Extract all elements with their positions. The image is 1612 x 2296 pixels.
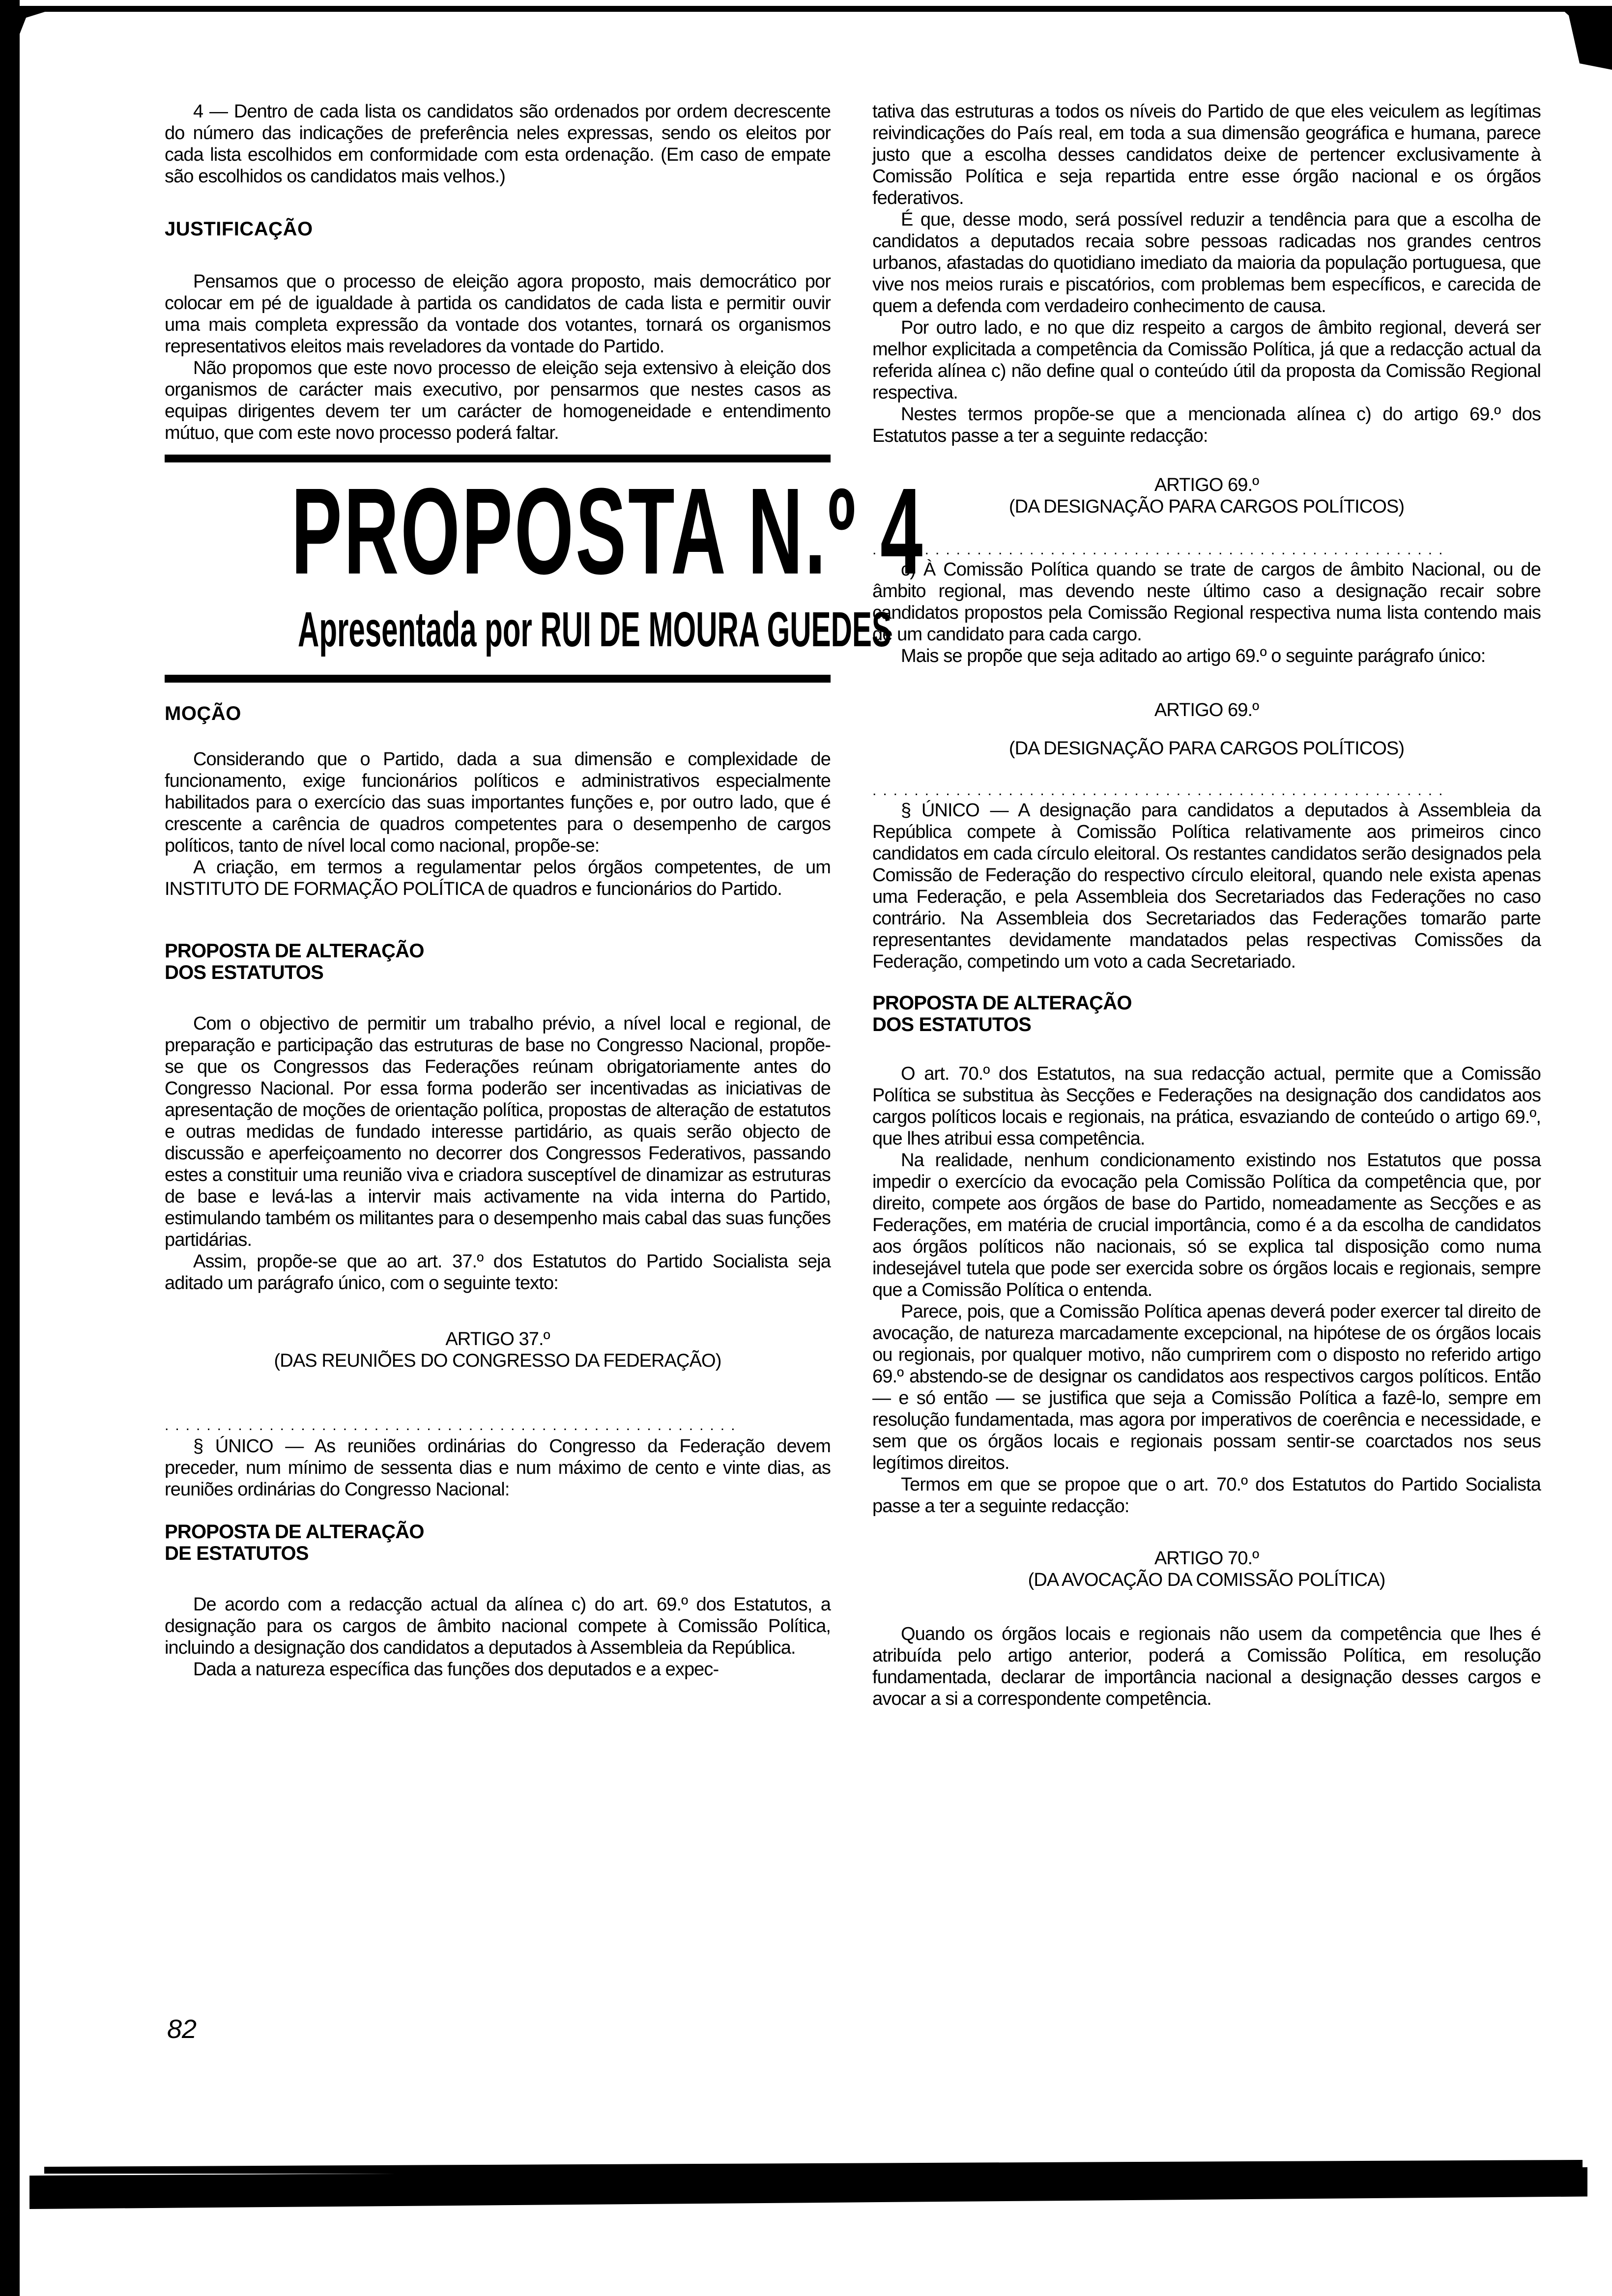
- alteracao-heading-line1: PROPOSTA DE ALTERAÇÃO: [165, 940, 424, 962]
- alteracao-heading-line1: PROPOSTA DE ALTERAÇÃO: [872, 992, 1132, 1014]
- alteracao-heading-line2: DOS ESTATUTOS: [165, 962, 323, 983]
- scan-edge-top: [10, 6, 1602, 12]
- proposal-title: PROPOSTA N.º 4: [291, 462, 925, 600]
- alteracao-paragraph: Dada a natureza específica das funções dos deputados e a expec-: [193, 1659, 719, 1680]
- alteracao-heading-line1: PROPOSTA DE ALTERAÇÃO: [165, 1521, 424, 1543]
- right-column: [872, 101, 1541, 1710]
- alteracao-paragraph: Na realidade, nenhum condicionamento existindo nos Estatutos que possa impedir o exercício da evocação pela Comissão Política da competência que, por direito, compete aos órgãos de base do Partido, nomeadamente as Secções e as Federações, em matéria de crucial importância, como é a da escolha de candidatos aos órgãos políticos não nacionais, só se explica tal disposição como numa indesejável tutela que pode ser exercida sobre os órgãos locais e regionais, sempre que a Comissão Política o entenda.: [872, 1150, 1541, 1300]
- artigo-70-text: Quando os órgãos locais e regionais não usem da competência que lhes é atribuída pelo artigo anterior, poderá a Comissão Política, em resolução fundamentada, declarar de importância nacional a designação desses cargos e avocar a si a correspondente competência.: [872, 1624, 1541, 1709]
- alteracao-paragraph: De acordo com a redacção actual da alínea c) do art. 69.º dos Estatutos, a designação para os cargos de âmbito nacional compete à Comissão Política, incluindo a designação dos candidatos a deputados à Assembleia da República.: [165, 1594, 831, 1658]
- artigo-37-subtitle: (DAS REUNIÕES DO CONGRESSO DA FEDERAÇÃO): [274, 1350, 721, 1371]
- alteracao-paragraph: Com o objectivo de permitir um trabalho prévio, a nível local e regional, de preparação e participação das estruturas de base no Congresso Nacional, propõe-se que os Congressos das Federações reúnam obrigatoriamente antes do Congresso Nacional. Por essa forma poderão ser incentivadas as iniciativas de apresentação de moções de orientação política, propostas de alteração de estatutos e outras medidas de fundado interesse partidário, as quais serão objecto de discussão e aperfeiçoamento no decorrer dos Congressos Federativos, passando estes a constituir uma reunião viva e criadora susceptível de dinamizar as estruturas de base e levá-las a intervir mais activamente na vida interna do Partido, estimulando também os militantes para o desempenho mais cabal das suas funções partidárias.: [165, 1013, 831, 1250]
- artigo-69-subtitle: (DA DESIGNAÇÃO PARA CARGOS POLÍTICOS): [1008, 496, 1405, 517]
- justificacao-paragraph: Pensamos que o processo de eleição agora proposto, mais democrático por colocar em pé de igualdade à partida os candidatos de cada lista e permitir ouvir uma mais completa expressão da vontade dos votantes, tornará os organismos representativos eleitos mais reveladores da vontade do Partido.: [165, 271, 831, 357]
- scan-corner-top-right: [1558, 6, 1612, 70]
- artigo-69-title: ARTIGO 69.º: [1154, 700, 1259, 720]
- alteracao-paragraph: Termos em que se propoe que o art. 70.º dos Estatutos do Partido Socialista passe a ter a seguinte redacção:: [872, 1474, 1541, 1517]
- artigo-70-subtitle: (DA AVOCAÇÃO DA COMISSÃO POLÍTICA): [1028, 1570, 1385, 1590]
- alteracao-paragraph: Assim, propõe-se que ao art. 37.º dos Estatutos do Partido Socialista seja aditado um parágrafo único, com o seguinte texto:: [165, 1251, 831, 1293]
- title-rule-bottom: [165, 675, 831, 683]
- mocao-paragraph: Considerando que o Partido, dada a sua dimensão e complexidade de funcionamento, exige funcionários políticos e administrativos especialmente habilitados para o exercício das suas importantes funções e, por outro lado, que é crescente a carência de quadros competentes para o desempenho de cargos políticos, tanto de nível local como nacional, propõe-se:: [165, 749, 831, 856]
- ellipsis-dots: .......................................................: [165, 1421, 742, 1431]
- artigo-69-title: ARTIGO 69.º: [1154, 475, 1259, 495]
- continuation-paragraph: tativa das estruturas a todos os níveis do Partido de que eles veiculem as legítimas reivindicações do País real, em toda a sua dimensão geográfica e humana, parece justo que a escolha desses candidatos deixe de pertencer exclusivamente à Comissão Política e seja repartida entre esse órgão nacional e os órgãos federativos.: [872, 101, 1541, 208]
- ellipsis-dots: .......................................................: [872, 786, 1449, 796]
- alteracao-heading: [872, 992, 1541, 1035]
- left-column: [165, 101, 925, 1680]
- mocao-paragraph: A criação, em termos a regulamentar pelos órgãos competentes, de um INSTITUTO DE FORMAÇÃO POLÍTICA de quadros e funcionários do Partido.: [165, 857, 831, 899]
- alteracao-heading: [165, 940, 831, 983]
- artigo-37-title: ARTIGO 37.º: [445, 1329, 550, 1349]
- scan-edge-left: [0, 0, 20, 2296]
- alteracao-paragraph: Parece, pois, que a Comissão Política apenas deverá poder exercer tal direito de avocação, de natureza marcadamente excepcional, na hipótese de os órgãos locais ou regionais, por qualquer motivo, não cumprirem com o disposto no referido artigo 69.º abstendo-se de designar os candidatos aos respectivos cargos políticos. Então — e só então — se justifica que seja a Comissão Política a fazê-lo, sempre em resolução fundamentada, mas agora por imperativos de coerência e necessidade, e sem que os órgãos locais e regionais possam sentir-se coarctados nos seus legítimos direitos.: [872, 1301, 1541, 1473]
- intro-item-4: 4 — Dentro de cada lista os candidatos são ordenados por ordem decrescente do número das indicações de preferência neles expressas, sendo os eleitos por cada lista escolhidos em conformidade com esta ordenação. (Em caso de empate são escolhidos os candidatos mais velhos.): [165, 101, 831, 187]
- alteracao-paragraph: O art. 70.º dos Estatutos, na sua redacção actual, permite que a Comissão Política se substitua às Secções e Federações na designação dos candidatos aos cargos políticos locais e regionais, na prática, esvaziando de conteúdo o artigo 69.º, que lhes atribui essa competência.: [872, 1063, 1541, 1149]
- artigo-37-unico: § ÚNICO — As reuniões ordinárias do Congresso da Federação devem preceder, num mínimo de sessenta dias e num máximo de cento e vinte dias, as reuniões ordinárias do Congresso Nacional:: [165, 1436, 831, 1500]
- ellipsis-dots: .......................................................: [872, 545, 1449, 555]
- proposal-byline: Apresentada por RUI DE MOURA GUEDES: [298, 602, 892, 657]
- alteracao-heading-line2: DOS ESTATUTOS: [872, 1014, 1031, 1035]
- title-rule-top: [165, 455, 831, 462]
- artigo-70-title: ARTIGO 70.º: [1154, 1548, 1259, 1569]
- artigo-69-subtitle: (DA DESIGNAÇÃO PARA CARGOS POLÍTICOS): [1008, 738, 1405, 759]
- alteracao-heading: [165, 1521, 831, 1564]
- justificacao-heading: JUSTIFICAÇÃO: [165, 218, 313, 240]
- artigo-69-followup: Mais se propõe que seja aditado ao artigo 69.º o seguinte parágrafo único:: [901, 646, 1486, 666]
- artigo-69-unico: § ÚNICO — A designação para candidatos a deputados à Assembleia da República compete à Comissão Política relativamente aos primeiros cinco candidatos em cada círculo eleitoral. Os restantes candidatos serão designados pela Comissão de Federação do respectivo círculo eleitoral, quando nele exista apenas uma Federação, e pela Assembleia dos Secretariados das Federações no caso contrário. Na Assembleia dos Secretariados das Federações tomarão parte representantes devidamente mandatados pelas respectivas Comissões da Federação, competindo um voto a cada Secretariado.: [872, 800, 1541, 972]
- justificacao-paragraph: Não propomos que este novo processo de eleição seja extensivo à eleição dos organismos de carácter mais executivo, por pensarmos que nestes casos as equipas dirigentes devem ter um carácter de homogeneidade e entendimento mútuo, que com este novo processo poderá faltar.: [165, 358, 831, 443]
- continuation-paragraph: Por outro lado, e no que diz respeito a cargos de âmbito regional, deverá ser melhor explicitada a competência da Comissão Política, já que a redacção actual da referida alínea c) não define qual o conteúdo útil da proposta da Comissão Regional respectiva.: [872, 317, 1541, 403]
- page-number: 82: [167, 2014, 197, 2044]
- mocao-heading: MOÇÃO: [165, 703, 241, 724]
- continuation-paragraph: É que, desse modo, será possível reduzir a tendência para que a escolha de candidatos a deputados recaia sobre pessoas radicadas nos grandes centros urbanos, afastadas do quotidiano imediato da maioria da população portuguesa, que vive nos meios rurais e piscatórios, com problemas bem específicos, e carecida de quem a defenda com verdadeiro conhecimento de causa.: [872, 209, 1541, 316]
- alteracao-heading-line2: DE ESTATUTOS: [165, 1543, 309, 1564]
- artigo-69-alinea-c: c) À Comissão Política quando se trate de cargos de âmbito Nacional, ou de âmbito regional, mas devendo neste último caso a designação recair sobre candidatos propostos pela Comissão Regional respectiva numa lista contendo mais de um candidato para cada cargo.: [872, 559, 1541, 645]
- continuation-paragraph: Nestes termos propõe-se que a mencionada alínea c) do artigo 69.º dos Estatutos passe a ter a seguinte redacção:: [872, 404, 1541, 446]
